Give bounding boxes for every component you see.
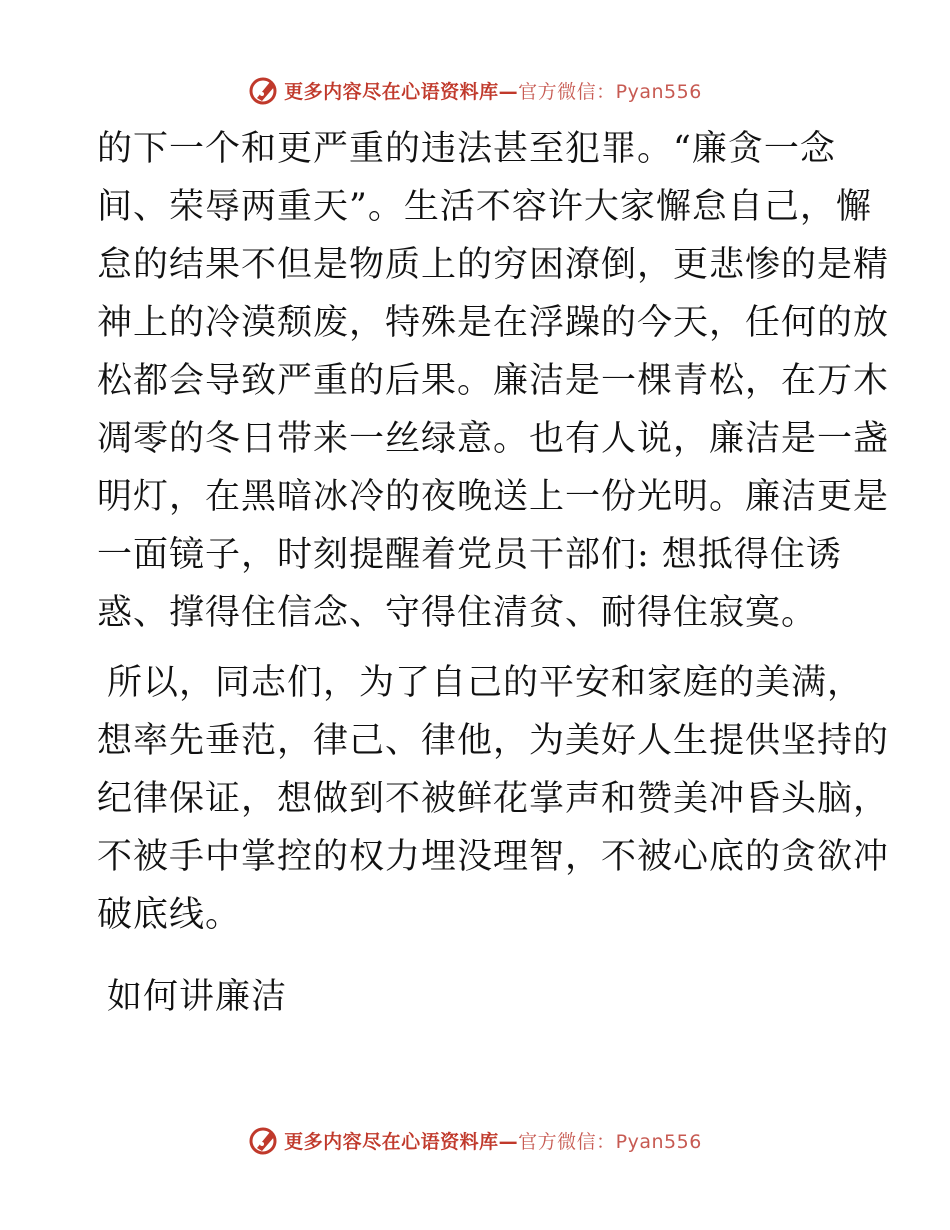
document-body bbox=[97, 120, 890, 1026]
banner-wechat-text: 官方微信：Pyan556 bbox=[518, 1130, 702, 1153]
banner-text bbox=[284, 1127, 702, 1154]
text-line: 纪律保证，想做到不被鲜花掌声和赞美冲昏头脑， bbox=[97, 779, 890, 819]
text-line: 神上的冷漠颓废，特殊是在浮躁的今天，任何的放 bbox=[97, 303, 890, 343]
text-line: 惑、撑得住信念、守得住清贫、耐得住寂寞。 bbox=[97, 593, 818, 633]
text-line: 破底线。 bbox=[97, 895, 242, 935]
banner-library-text: 更多内容尽在心语资料库— bbox=[284, 1130, 519, 1153]
text-line: 间、荣辱两重天”。生活不容许大家懈怠自己，懈 bbox=[97, 187, 872, 227]
text-line: 想率先垂范，律己、律他，为美好人生提供坚持的 bbox=[97, 721, 890, 761]
header-banner bbox=[0, 70, 950, 110]
section-heading: 如何讲廉洁 bbox=[107, 977, 288, 1017]
paragraph-2 bbox=[107, 654, 864, 712]
paragraph-1 bbox=[97, 120, 890, 642]
text-line: 凋零的冬日带来一丝绿意。也有人说，廉洁是一盏 bbox=[97, 419, 890, 459]
text-line: 所以，同志们，为了自己的平安和家庭的美满， bbox=[107, 663, 864, 703]
text-line: 不被手中掌控的权力埋没理智，不被心底的贪欲冲 bbox=[97, 837, 890, 877]
text-line: 松都会导致严重的后果。廉洁是一棵青松，在万木 bbox=[97, 361, 890, 401]
text-line: 一面镜子，时刻提醒着党员干部们: 想抵得住诱 bbox=[97, 535, 842, 575]
text-line: 明灯，在黑暗冰冷的夜晚送上一份光明。廉洁更是 bbox=[97, 477, 890, 517]
pen-nib-logo-icon bbox=[248, 74, 280, 106]
paragraph-2-continued bbox=[97, 712, 890, 944]
text-line: 怠的结果不但是物质上的穷困潦倒，更悲惨的是精 bbox=[97, 245, 890, 285]
banner-wechat-text: 官方微信：Pyan556 bbox=[518, 80, 702, 103]
pen-nib-logo-icon bbox=[248, 1124, 280, 1156]
text-line: 的下一个和更严重的违法甚至犯罪。“廉贪一念 bbox=[97, 129, 836, 169]
banner-library-text: 更多内容尽在心语资料库— bbox=[284, 80, 519, 103]
banner-text bbox=[284, 77, 702, 104]
footer-banner bbox=[0, 1120, 950, 1160]
